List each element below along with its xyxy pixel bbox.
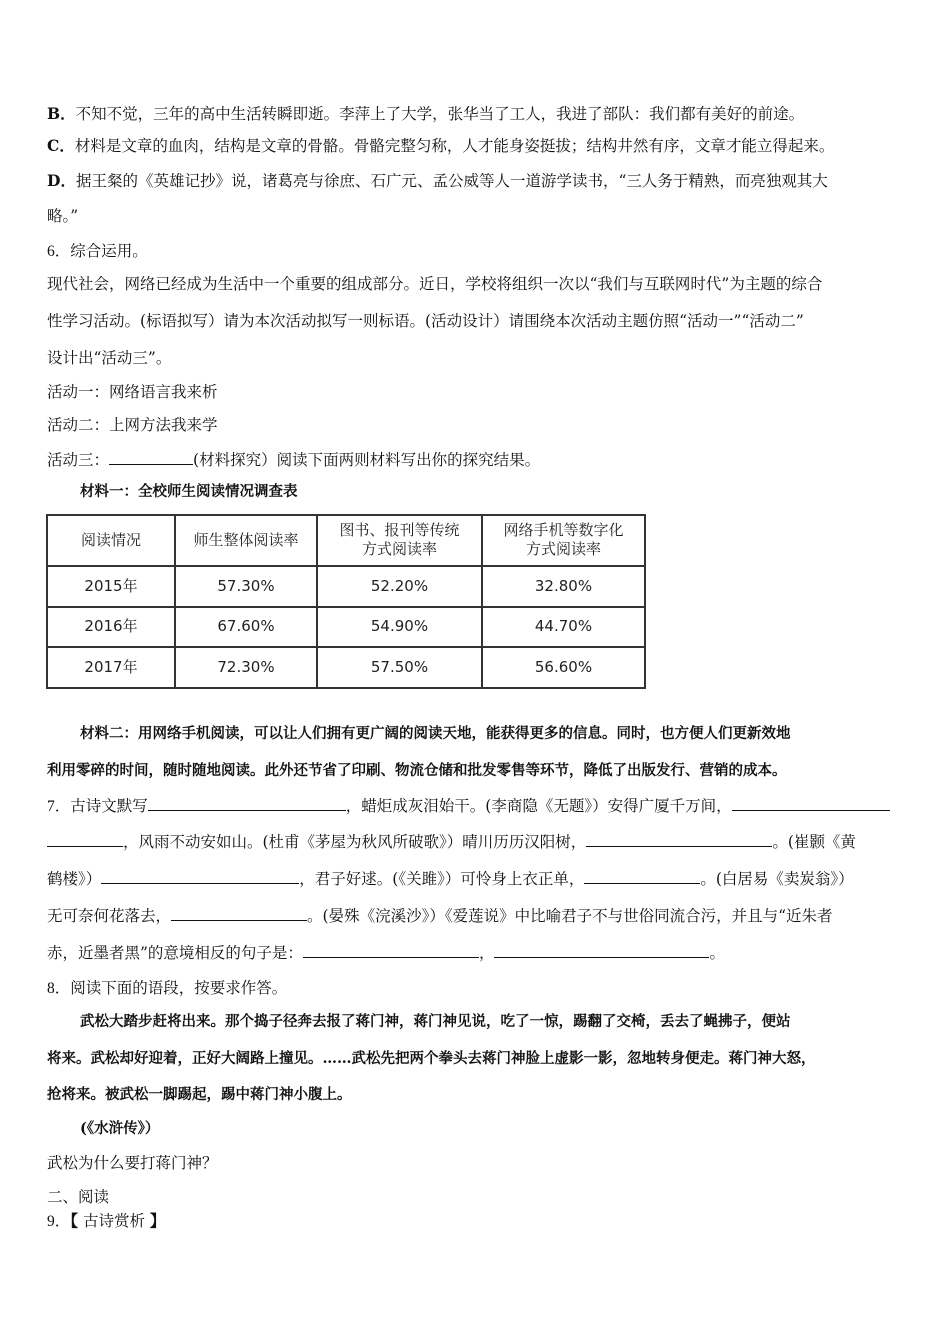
question-6-title: 综合运用。 <box>70 242 148 260</box>
passage-source: (《水浒传》） <box>80 1120 160 1137</box>
bracket-open: 【 <box>70 1211 79 1230</box>
question-7-line-1 <box>47 795 890 817</box>
option-d-label: D． <box>47 171 76 190</box>
question-9-label: 古诗赏析 <box>82 1212 145 1230</box>
answer-blank[interactable] <box>47 831 123 847</box>
table-header-cell: 阅读情况 <box>47 515 175 566</box>
table-cell: 57.50% <box>317 647 482 688</box>
question-8-number: 8． <box>47 980 71 997</box>
activity-3-prefix: 活动三： <box>47 451 110 469</box>
answer-blank[interactable] <box>101 868 299 884</box>
table-cell: 57.30% <box>175 566 317 607</box>
table-cell: 72.30% <box>175 647 317 688</box>
answer-blank[interactable] <box>494 942 709 958</box>
table-header-cell: 师生整体阅读率 <box>175 515 317 566</box>
material-2-line-1: 材料二：用网络手机阅读，可以让人们拥有更广阔的阅读天地，能获得更多的信息。同时，也方便人们更新效地 <box>80 725 791 742</box>
question-7-text: 。(晏殊《浣溪沙》）《爱莲说》中比喻君子不与世俗同流合污，并且与“近朱者 <box>307 907 833 925</box>
question-7-text: 。(崔颢《黄 <box>772 833 856 851</box>
table-cell: 67.60% <box>175 607 317 648</box>
question-7-text: ， <box>478 944 495 962</box>
option-b-label: B． <box>47 104 76 123</box>
question-7-title: 古诗文默写 <box>70 797 148 815</box>
material-1-title: 材料一：全校师生阅读情况调查表 <box>80 483 298 500</box>
option-c-text: 材料是文章的血肉，结构是文章的骨骼。骨骼完整匀称，人才能身姿挺拔；结构井然有序，文章才能立得起来。 <box>74 137 835 155</box>
material-2-line-2: 利用零碎的时间，随时随地阅读。此外还节省了印刷、物流仓储和批发零售等环节，降低了出版发行、营销的成本。 <box>47 762 787 779</box>
table-cell-year: 2015年 <box>47 566 175 607</box>
question-8-title: 阅读下面的语段，按要求作答。 <box>70 979 288 997</box>
option-b-text: 不知不觉，三年的高中生活转瞬即逝。李萍上了大学，张华当了工人，我进了部队：我们都有美好的前途。 <box>75 105 805 123</box>
activity-3-answer-blank[interactable] <box>109 449 193 465</box>
table-header-row <box>47 515 645 566</box>
table-row <box>47 607 645 648</box>
table-row <box>47 647 645 688</box>
table-cell: 56.60% <box>482 647 645 688</box>
answer-blank[interactable] <box>586 831 772 847</box>
question-6-intro-line-2: 性学习活动。(标语拟写）请为本次活动拟写一则标语。(活动设计）请围绕本次活动主题仿照“活动一”“活动二” <box>47 312 804 330</box>
answer-blank[interactable] <box>732 795 890 811</box>
activity-3 <box>47 449 540 470</box>
reading-survey-table <box>46 514 646 689</box>
question-7-text: 。 <box>709 944 725 962</box>
option-d-text-line-1: 据王粲的《英雄记抄》说，诸葛亮与徐庶、石广元、孟公威等人一道游学读书，“三人务于精熟，而亮独观其大 <box>75 172 828 190</box>
question-7-text: 。(白居易《卖炭翁》） <box>700 870 854 888</box>
bracket-close: 】 <box>149 1211 166 1230</box>
table-row <box>47 566 645 607</box>
answer-blank[interactable] <box>303 942 479 958</box>
table-cell-year: 2016年 <box>47 607 175 648</box>
question-6-intro-line-3: 设计出“活动三”。 <box>47 349 172 367</box>
passage-line-1: 武松大踏步赶将出来。那个捣子径奔去报了蒋门神，蒋门神见说，吃了一惊，踢翻了交椅，丢去了蝇拂子，便站 <box>80 1013 791 1030</box>
answer-blank[interactable] <box>584 868 700 884</box>
option-d-continued: 略。” <box>47 207 79 225</box>
activity-3-suffix: (材料探究）阅读下面两则材料写出你的探究结果。 <box>193 451 541 469</box>
activity-1: 活动一：网络语言我来析 <box>47 383 218 401</box>
option-c <box>47 136 834 156</box>
question-7-line-5 <box>47 942 725 963</box>
question-9-heading <box>47 1211 165 1232</box>
question-7-text: 无可奈何花落去， <box>47 907 172 925</box>
question-8-heading <box>47 978 287 999</box>
passage-line-2: 将来。武松却好迎着，正好大阔路上撞见。……武松先把两个拳头去蒋门神脸上虚影一影，忽地转身便走。蒋门神大怒， <box>47 1050 816 1067</box>
table-cell: 52.20% <box>317 566 482 607</box>
question-7-number: 7． <box>47 798 71 815</box>
table-header-cell: 图书、报刊等传统 方式阅读率 <box>317 515 482 566</box>
question-7-text: ，君子好逑。(《关雎》）可怜身上衣正单， <box>299 870 585 888</box>
question-8-prompt: 武松为什么要打蒋门神？ <box>47 1154 218 1172</box>
question-7-line-3 <box>47 868 854 889</box>
question-7-text: 赤，近墨者黑”的意境相反的句子是： <box>47 944 303 962</box>
answer-blank[interactable] <box>171 905 307 921</box>
option-c-label: C． <box>47 136 75 155</box>
option-d <box>47 171 828 191</box>
section-2-title: 二、阅读 <box>47 1188 110 1206</box>
question-6-intro-line-1: 现代社会，网络已经成为生活中一个重要的组成部分。近日，学校将组织一次以“我们与互联网时代”为主题的综合 <box>47 275 823 293</box>
table-cell: 44.70% <box>482 607 645 648</box>
table-cell-year: 2017年 <box>47 647 175 688</box>
table-cell: 32.80% <box>482 566 645 607</box>
question-7-line-4 <box>47 905 833 926</box>
question-7-text: ，蜡炬成灰泪始干。(李商隐《无题》）安得广厦千万间， <box>345 797 732 815</box>
question-7-line-2 <box>47 831 856 852</box>
question-7-text: ，风雨不动安如山。(杜甫《茅屋为秋风所破歌》）晴川历历汉阳树， <box>123 833 587 851</box>
option-b <box>47 104 804 124</box>
question-7-text: 鹤楼》） <box>47 870 102 888</box>
question-6-number: 6． <box>47 243 71 260</box>
table-header-cell: 网络手机等数字化 方式阅读率 <box>482 515 645 566</box>
question-6-heading <box>47 241 148 262</box>
table-cell: 54.90% <box>317 607 482 648</box>
activity-2: 活动二：上网方法我来学 <box>47 416 218 434</box>
answer-blank[interactable] <box>148 795 346 811</box>
passage-line-3: 抢将来。被武松一脚踢起，踢中蒋门神小腹上。 <box>47 1086 352 1103</box>
question-9-number: 9． <box>47 1213 71 1230</box>
